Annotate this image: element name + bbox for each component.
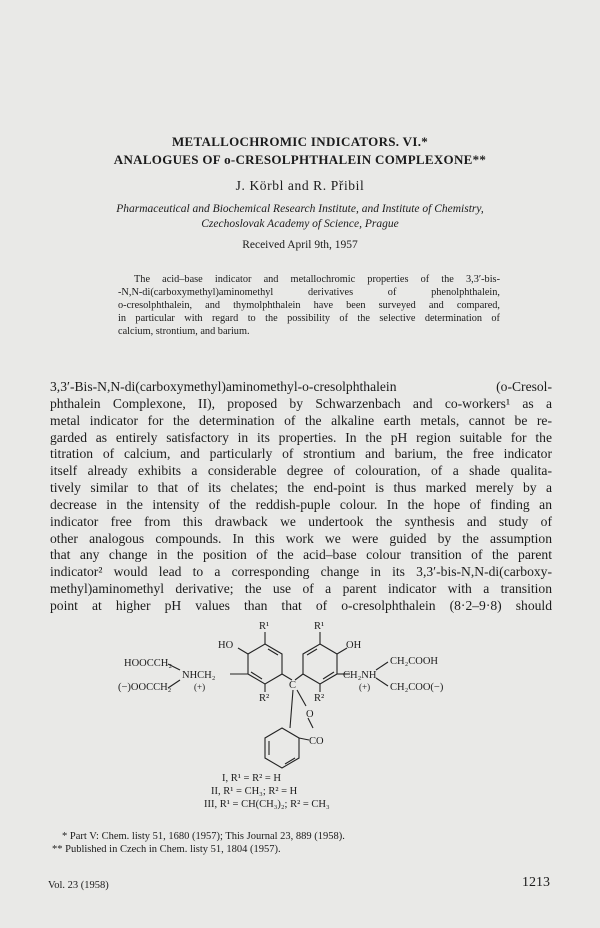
nhch2-label: NHCH₂ bbox=[182, 670, 216, 681]
r1-left-label: R¹ bbox=[259, 621, 270, 632]
body-line: phthalein Complexone, II), proposed by Schwarzenbach and co-workers¹ as a bbox=[50, 395, 552, 411]
chemical-structure-diagram bbox=[110, 618, 490, 813]
body-line: indicator² would lead to a corresponding change in its 3,3′-bis-N,N-di(carboxy- bbox=[50, 564, 552, 580]
body-text bbox=[50, 379, 552, 615]
compound-legend-1: I, R¹ = R² = H bbox=[222, 773, 281, 784]
affiliation-line-2: Czechoslovak Academy of Science, Prague bbox=[201, 218, 399, 230]
r1-right-label: R¹ bbox=[314, 621, 325, 632]
body-line: metal indicator for the determination of the alkaline earth metals, cannot be re- bbox=[50, 412, 552, 428]
ch2coo-label: CH₂COO(−) bbox=[390, 682, 444, 693]
abstract-line: calcium, strontium, and barium. bbox=[118, 326, 250, 337]
authors: J. Körbl and R. Přibil bbox=[235, 178, 365, 193]
hoocch2-label: HOOCCH₂ bbox=[124, 658, 172, 669]
journal-volume: Vol. 23 (1958) bbox=[48, 880, 109, 891]
body-line: 3,3′-Bis-N,N-di(carboxymethyl)aminomethyl-o-cresolphthalein (o-Cresol- bbox=[50, 379, 552, 394]
ch2nh-label: CH₂NH bbox=[343, 670, 377, 681]
footnotes bbox=[50, 830, 550, 856]
plus-right-label: (+) bbox=[359, 682, 371, 692]
body-line: that any change in the position of the acid–base colour transition of the parent bbox=[50, 547, 552, 563]
ch2cooh-label: CH₂COOH bbox=[390, 656, 438, 667]
body-line: point at higher pH values than that of o-cresolphthalein (8·2–9·8) should bbox=[50, 597, 552, 613]
r2-left-label: R² bbox=[259, 693, 270, 704]
lactone-oxygen-label: O bbox=[306, 709, 314, 720]
abstract-line: The acid–base indicator and metallochromic properties of the 3,3′-bis- bbox=[134, 274, 500, 285]
abstract-line: in particular with regard to the possibility of the selective determination of bbox=[118, 313, 500, 324]
article-title-line-2: ANALOGUES OF o-CRESOLPHTHALEIN COMPLEXONE** bbox=[113, 152, 487, 167]
body-line: garded as entirely satisfactory in its properties. In the pH region suitable for the bbox=[50, 429, 552, 445]
body-line: tively similar to that of its chelates; the end-point is thus marked merely by a bbox=[50, 480, 552, 496]
compound-legend-2: II, R¹ = CH₃; R² = H bbox=[211, 786, 298, 797]
r2-right-label: R² bbox=[314, 693, 325, 704]
body-line: titration of calcium, and particularly of strontium and barium, the free indicator bbox=[50, 446, 552, 462]
body-line: itself already exhibits a considerable degree of colouration, of a shade qualita- bbox=[50, 463, 552, 479]
body-line: other analogous compounds. In this work we were guided by the assumption bbox=[50, 530, 552, 546]
abstract bbox=[118, 273, 500, 338]
received-date: Received April 9th, 1957 bbox=[242, 239, 358, 251]
plus-left-label: (+) bbox=[194, 682, 206, 692]
abstract-line: o-cresolphthalein, and thymolphthalein have been surveyed and compared, bbox=[118, 300, 500, 311]
right-phenol-ring bbox=[303, 644, 337, 684]
body-line: decrease in the intensity of the reddish-puple colour. In the hope of finding an bbox=[50, 496, 552, 512]
oh-label: OH bbox=[346, 640, 362, 651]
phthalide-ring bbox=[265, 728, 299, 768]
central-carbon-label: C bbox=[289, 680, 297, 691]
footnote: ** Published in Czech in Chem. listy 51, 1804 (1957). bbox=[52, 844, 281, 855]
body-line: methyl)aminomethyl derivative; the use of a parent indicator with a transition bbox=[50, 581, 552, 597]
ho-label: HO bbox=[218, 640, 234, 651]
footnote: * Part V: Chem. listy 51, 1680 (1957); This Journal 23, 889 (1958). bbox=[62, 831, 345, 842]
left-phenol-ring bbox=[248, 644, 282, 684]
affiliation-line-1: Pharmaceutical and Biochemical Research Institute, and Institute of Chemistry, bbox=[116, 203, 484, 215]
compound-legend-3: III, R¹ = CH(CH₃)₂; R² = CH₃ bbox=[204, 799, 330, 810]
abstract-line: -N,N-di(carboxymethyl)aminomethyl derivatives of phenolphthalein, bbox=[118, 287, 500, 298]
body-line: indicator free from this drawback we undertook the synthesis and study of bbox=[50, 513, 552, 529]
ooocch2-label: (−)OOCCH₂ bbox=[118, 682, 172, 693]
article-title-line-1: METALLOCHROMIC INDICATORS. VI.* bbox=[171, 134, 429, 149]
page-number: 1213 bbox=[522, 875, 550, 890]
carbonyl-label: CO bbox=[309, 736, 324, 747]
